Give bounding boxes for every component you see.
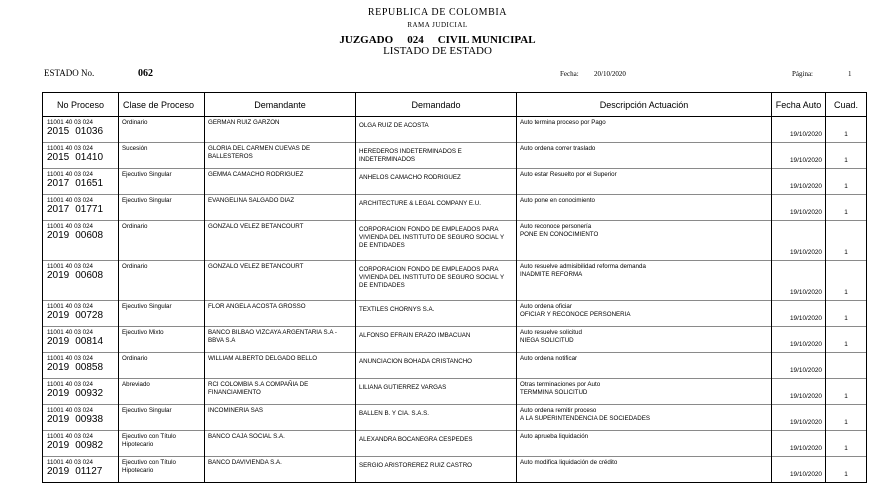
demandado-cell: ANHELOS CAMACHO RODRIGUEZ	[356, 169, 517, 195]
radicado-seq: 01036	[75, 126, 104, 137]
cuad-cell: 1	[826, 143, 867, 169]
radicado-code: 11001 40 03 024	[47, 381, 93, 388]
demandante-cell: RCI COLOMBIA S.A COMPAÑIA DE FINANCIAMIENTO	[205, 379, 356, 405]
clase-cell: Ordinario	[119, 221, 205, 261]
proceso-cell	[43, 195, 119, 221]
clase-cell: Ejecutivo con Título Hipotecario	[119, 431, 205, 457]
demandante-cell: GLORIA DEL CARMEN CUEVAS DE BALLESTEROS	[205, 143, 356, 169]
demandado-cell: SERGIO ARISTOREREZ RUIZ CASTRO	[356, 457, 517, 483]
demandado-cell: LILIANA GUTIERREZ VARGAS	[356, 379, 517, 405]
fecha-label: Fecha:	[560, 70, 579, 78]
estado-label: ESTADO No.	[44, 68, 95, 78]
radicado-year: 2019	[47, 388, 70, 399]
radicado-year: 2017	[47, 178, 70, 189]
actuacion-line-2: NIEGA SOLICITUD	[520, 337, 574, 344]
proceso-cell	[43, 221, 119, 261]
list-title: LISTADO DE ESTADO	[383, 45, 492, 57]
proceso-cell	[43, 405, 119, 431]
clase-cell: Ordinario	[119, 353, 205, 379]
actuacion-line-2: INADMITE REFORMA	[520, 271, 583, 278]
radicado-year: 2019	[47, 336, 70, 347]
estado-table	[42, 92, 867, 483]
radicado-year: 2019	[47, 362, 70, 373]
radicado-number	[47, 178, 115, 189]
radicado-number	[47, 466, 115, 477]
table-row	[43, 457, 867, 483]
cuad-cell: 1	[826, 457, 867, 483]
actuacion-cell	[517, 143, 772, 169]
radicado-code: 11001 40 03 024	[47, 355, 93, 362]
table-row	[43, 221, 867, 261]
header-fecha-auto: Fecha Auto	[772, 93, 826, 117]
clase-cell: Ejecutivo Singular	[119, 169, 205, 195]
actuacion-line-2: PONE EN CONOCIMIENTO	[520, 231, 599, 238]
radicado-number	[47, 230, 115, 241]
demandante-cell: EVANGELINA SALGADO DIAZ	[205, 195, 356, 221]
proceso-cell	[43, 379, 119, 405]
clase-cell: Ejecutivo Singular	[119, 405, 205, 431]
proceso-cell	[43, 301, 119, 327]
radicado-seq: 01127	[75, 466, 103, 477]
fecha-cell: 19/10/2020	[772, 143, 826, 169]
radicado-number	[47, 362, 115, 373]
demandante-cell: GEMMA CAMACHO RODRIGUEZ	[205, 169, 356, 195]
table-row	[43, 405, 867, 431]
pagina-value: 1	[848, 70, 852, 78]
radicado-number	[47, 204, 115, 215]
radicado-seq: 00932	[75, 388, 104, 399]
proceso-cell	[43, 327, 119, 353]
header-demandado: Demandado	[356, 93, 517, 117]
proceso-cell	[43, 353, 119, 379]
table-row	[43, 327, 867, 353]
fecha-cell: 19/10/2020	[772, 261, 826, 301]
cuad-cell: 1	[826, 301, 867, 327]
fecha-cell: 19/10/2020	[772, 221, 826, 261]
radicado-code: 11001 40 03 024	[47, 197, 93, 204]
fecha-cell: 19/10/2020	[772, 457, 826, 483]
actuacion-line-1: Auto ordena notificar	[520, 355, 578, 362]
radicado-seq: 00814	[75, 336, 104, 347]
radicado-number	[47, 126, 115, 137]
demandado-cell: HEREDEROS INDETERMINADOS E INDETERMINADOS	[356, 143, 517, 169]
radicado-seq: 00982	[75, 440, 104, 451]
header-cuad: Cuad.	[826, 93, 867, 117]
cuad-cell: 1	[826, 221, 867, 261]
demandado-cell: BALLEN B. Y CIA. S.A.S.	[356, 405, 517, 431]
pagina-label: Página:	[792, 70, 813, 78]
actuacion-line-2: OFICIAR Y RECONOCE PERSONERIA	[520, 311, 631, 318]
actuacion-cell	[517, 379, 772, 405]
radicado-year: 2019	[47, 466, 70, 477]
actuacion-line-1: Auto termina proceso por Pago	[520, 119, 606, 126]
cuad-cell	[826, 353, 867, 379]
radicado-code: 11001 40 03 024	[47, 263, 93, 270]
radicado-seq: 00858	[75, 362, 104, 373]
table-row	[43, 195, 867, 221]
cuad-cell: 1	[826, 261, 867, 301]
radicado-seq: 00938	[75, 414, 104, 425]
demandado-cell: ALEXANDRA BOCANEGRA CESPEDES	[356, 431, 517, 457]
fecha-cell: 19/10/2020	[772, 431, 826, 457]
radicado-year: 2015	[47, 152, 70, 163]
demandante-cell: WILLIAM ALBERTO DELGADO BELLO	[205, 353, 356, 379]
actuacion-line-1: Auto pone en conocimiento	[520, 197, 595, 204]
demandado-cell: CORPORACION FONDO DE EMPLEADOS PARA VIVIENDA DEL INSTITUTO DE SEGURO SOCIAL Y DE ENTIDADES	[356, 221, 517, 261]
fecha-cell: 19/10/2020	[772, 301, 826, 327]
radicado-code: 11001 40 03 024	[47, 145, 93, 152]
header-actuacion: Descripción Actuación	[517, 93, 772, 117]
actuacion-cell	[517, 457, 772, 483]
actuacion-cell	[517, 353, 772, 379]
actuacion-line-1: Otras terminaciones por Auto	[520, 381, 601, 388]
radicado-code: 11001 40 03 024	[47, 459, 93, 466]
demandado-cell: CORPORACION FONDO DE EMPLEADOS PARA VIVIENDA DEL INSTITUTO DE SEGURO SOCIAL Y DE ENTIDADES	[356, 261, 517, 301]
radicado-number	[47, 440, 115, 451]
fecha-cell: 19/10/2020	[772, 169, 826, 195]
proceso-cell	[43, 117, 119, 143]
cuad-cell: 1	[826, 431, 867, 457]
cuad-cell: 1	[826, 117, 867, 143]
table-row	[43, 143, 867, 169]
radicado-year: 2017	[47, 204, 70, 215]
radicado-year: 2019	[47, 414, 70, 425]
table-row	[43, 379, 867, 405]
demandante-cell: BANCO BILBAO VIZCAYA ARGENTARIA S.A - BBVA S.A	[205, 327, 356, 353]
demandante-cell: GONZALO VELEZ BETANCOURT	[205, 221, 356, 261]
court-name: CIVIL MUNICIPAL	[437, 34, 536, 46]
table-row	[43, 431, 867, 457]
fecha-cell: 19/10/2020	[772, 379, 826, 405]
demandado-cell: TEXTILES CHORNYS S.A.	[356, 301, 517, 327]
cuad-cell: 1	[826, 379, 867, 405]
clase-cell: Ejecutivo Singular	[119, 195, 205, 221]
fecha-cell: 19/10/2020	[772, 117, 826, 143]
demandante-cell: GERMAN RUIZ GARZON	[205, 117, 356, 143]
fecha-value: 20/10/2020	[594, 70, 626, 78]
fecha-cell: 19/10/2020	[772, 353, 826, 379]
actuacion-line-1: Auto aprueba liquidación	[520, 433, 589, 440]
radicado-number	[47, 388, 115, 399]
clase-cell: Ordinario	[119, 117, 205, 143]
demandante-cell: BANCO DAVIVIENDA S.A.	[205, 457, 356, 483]
proceso-cell	[43, 143, 119, 169]
actuacion-line-1: Auto reconoce personería	[520, 223, 592, 230]
table-row	[43, 301, 867, 327]
header-demandante: Demandante	[205, 93, 356, 117]
cuad-cell: 1	[826, 195, 867, 221]
radicado-number	[47, 336, 115, 347]
estado-number: 062	[138, 68, 153, 79]
radicado-code: 11001 40 03 024	[47, 407, 93, 414]
radicado-code: 11001 40 03 024	[47, 433, 93, 440]
radicado-code: 11001 40 03 024	[47, 223, 93, 230]
clase-cell: Ordinario	[119, 261, 205, 301]
actuacion-line-2: A LA SUPERINTENDENCIA DE SOCIEDADES	[520, 415, 650, 422]
radicado-number	[47, 310, 115, 321]
radicado-seq: 00608	[75, 230, 104, 241]
actuacion-cell	[517, 221, 772, 261]
radicado-code: 11001 40 03 024	[47, 329, 93, 336]
demandado-cell: ALFONSO EFRAIN ERAZO IMBACUAN	[356, 327, 517, 353]
table-row	[43, 353, 867, 379]
actuacion-line-1: Auto ordena correr traslado	[520, 145, 596, 152]
actuacion-cell	[517, 261, 772, 301]
actuacion-cell	[517, 169, 772, 195]
actuacion-line-2: TERMMINA SOLICITUD	[520, 389, 588, 396]
radicado-year: 2019	[47, 230, 70, 241]
header-proceso: No Proceso	[43, 93, 119, 117]
radicado-seq: 00728	[75, 310, 104, 321]
proceso-cell	[43, 457, 119, 483]
cuad-cell: 1	[826, 327, 867, 353]
court-number: 024	[407, 34, 424, 46]
actuacion-cell	[517, 117, 772, 143]
actuacion-line-1: Auto ordena remitir proceso	[520, 407, 597, 414]
fecha-cell: 19/10/2020	[772, 405, 826, 431]
branch-heading: RAMA JUDICIAL	[407, 21, 468, 29]
radicado-number	[47, 414, 115, 425]
actuacion-cell	[517, 195, 772, 221]
demandante-cell: BANCO CAJA SOCIAL S.A.	[205, 431, 356, 457]
demandado-cell: ANUNCIACION BOHADA CRISTANCHO	[356, 353, 517, 379]
court-label: JUZGADO	[339, 34, 394, 46]
radicado-number	[47, 270, 115, 281]
radicado-code: 11001 40 03 024	[47, 119, 93, 126]
actuacion-line-1: Auto estar Resuelto por el Superior	[520, 171, 617, 178]
radicado-year: 2015	[47, 126, 70, 137]
clase-cell: Ejecutivo Mixto	[119, 327, 205, 353]
clase-cell: Abreviado	[119, 379, 205, 405]
demandante-cell: GONZALO VELEZ BETANCOURT	[205, 261, 356, 301]
radicado-number	[47, 152, 115, 163]
actuacion-line-1: Auto ordena oficiar	[520, 303, 572, 310]
fecha-cell: 19/10/2020	[772, 327, 826, 353]
actuacion-line-1: Auto modifica liquidación de crédito	[520, 459, 618, 466]
proceso-cell	[43, 261, 119, 301]
table-row	[43, 261, 867, 301]
proceso-cell	[43, 169, 119, 195]
demandado-cell: OLGA RUIZ DE ACOSTA	[356, 117, 517, 143]
table-header-row	[43, 93, 867, 117]
clase-cell: Ejecutivo con Título Hipotecario	[119, 457, 205, 483]
radicado-code: 11001 40 03 024	[47, 171, 93, 178]
radicado-seq: 01651	[75, 178, 104, 189]
radicado-year: 2019	[47, 310, 70, 321]
actuacion-cell	[517, 431, 772, 457]
radicado-seq: 01410	[75, 152, 104, 163]
radicado-seq: 00608	[75, 270, 104, 281]
actuacion-cell	[517, 301, 772, 327]
actuacion-cell	[517, 327, 772, 353]
fecha-cell: 19/10/2020	[772, 195, 826, 221]
radicado-seq: 01771	[75, 204, 104, 215]
country-heading: REPUBLICA DE COLOMBIA	[367, 7, 508, 18]
demandante-cell: INCOMINERIA SAS	[205, 405, 356, 431]
clase-cell: Ejecutivo Singular	[119, 301, 205, 327]
actuacion-cell	[517, 405, 772, 431]
demandante-cell: FLOR ANGELA ACOSTA GROSSO	[205, 301, 356, 327]
actuacion-line-1: Auto resuelve admisibilidad reforma demanda	[520, 263, 646, 270]
header-clase: Clase de Proceso	[119, 93, 205, 117]
radicado-year: 2019	[47, 270, 70, 281]
table-row	[43, 169, 867, 195]
table-row	[43, 117, 867, 143]
clase-cell: Sucesión	[119, 143, 205, 169]
cuad-cell: 1	[826, 405, 867, 431]
cuad-cell: 1	[826, 169, 867, 195]
proceso-cell	[43, 431, 119, 457]
actuacion-line-1: Auto resuelve solicitud	[520, 329, 582, 336]
radicado-year: 2019	[47, 440, 70, 451]
radicado-code: 11001 40 03 024	[47, 303, 93, 310]
demandado-cell: ARCHITECTURE & LEGAL COMPANY E.U.	[356, 195, 517, 221]
